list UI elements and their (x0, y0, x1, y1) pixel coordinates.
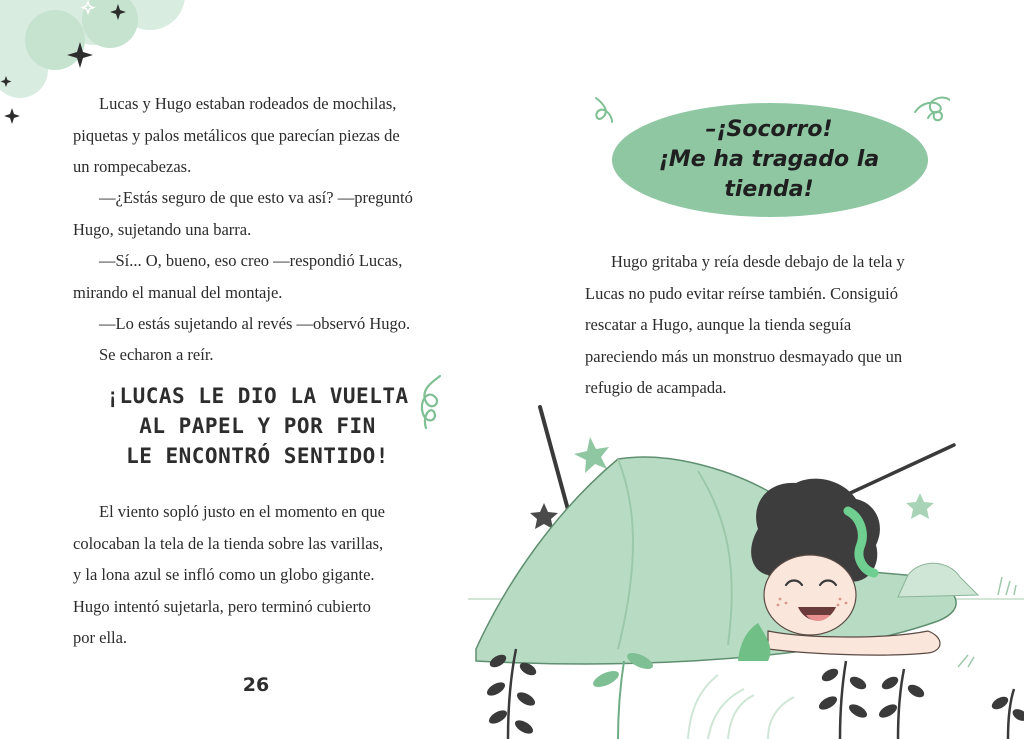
squiggle-decoration (412, 372, 452, 432)
page-number: 26 (242, 674, 270, 696)
bubble-text (612, 110, 926, 210)
tent-illustration (468, 399, 1024, 739)
paragraph-5: Se echaron a reír. (99, 345, 214, 364)
paragraph-7: Hugo gritaba y reía desde debajo de la tela y Lucas no pudo evitar reírse también. Consiguió rescatar a Hugo, aunque la tienda seguía pareciendo más un monstruo desmayado que un refugio de acampada. (585, 252, 905, 397)
callout-line-1: ¡LUCAS LE DIO LA VUELTA (106, 384, 409, 408)
paragraph-2: —¿Estás seguro de que esto va así? —preguntó Hugo, sujetando una barra. (73, 188, 413, 239)
callout-line-2: AL PAPEL Y POR FIN (139, 414, 376, 438)
bubble-line-1: –¡Socorro! (705, 117, 833, 142)
bubble-line-2: ¡Me ha tragado la tienda! (658, 147, 880, 202)
callout-heading (95, 381, 420, 471)
paragraph-6: El viento sopló justo en el momento en que colocaban la tela de la tienda sobre las varillas, y la lona azul se infló como un globo gigante. Hugo intentó sujetarla, pero terminó cubierto por ella. (73, 502, 385, 647)
paragraph-4: —Lo estás sujetando al revés —observó Hugo. (99, 314, 411, 333)
paragraph-1: Lucas y Hugo estaban rodeados de mochilas, piquetas y palos metálicos que parecían piezas de un rompecabezas. (73, 94, 400, 176)
callout-line-3: LE ENCONTRÓ SENTIDO! (126, 444, 389, 468)
paragraph-3: —Sí... O, bueno, eso creo —respondió Lucas, mirando el manual del montaje. (73, 251, 403, 302)
